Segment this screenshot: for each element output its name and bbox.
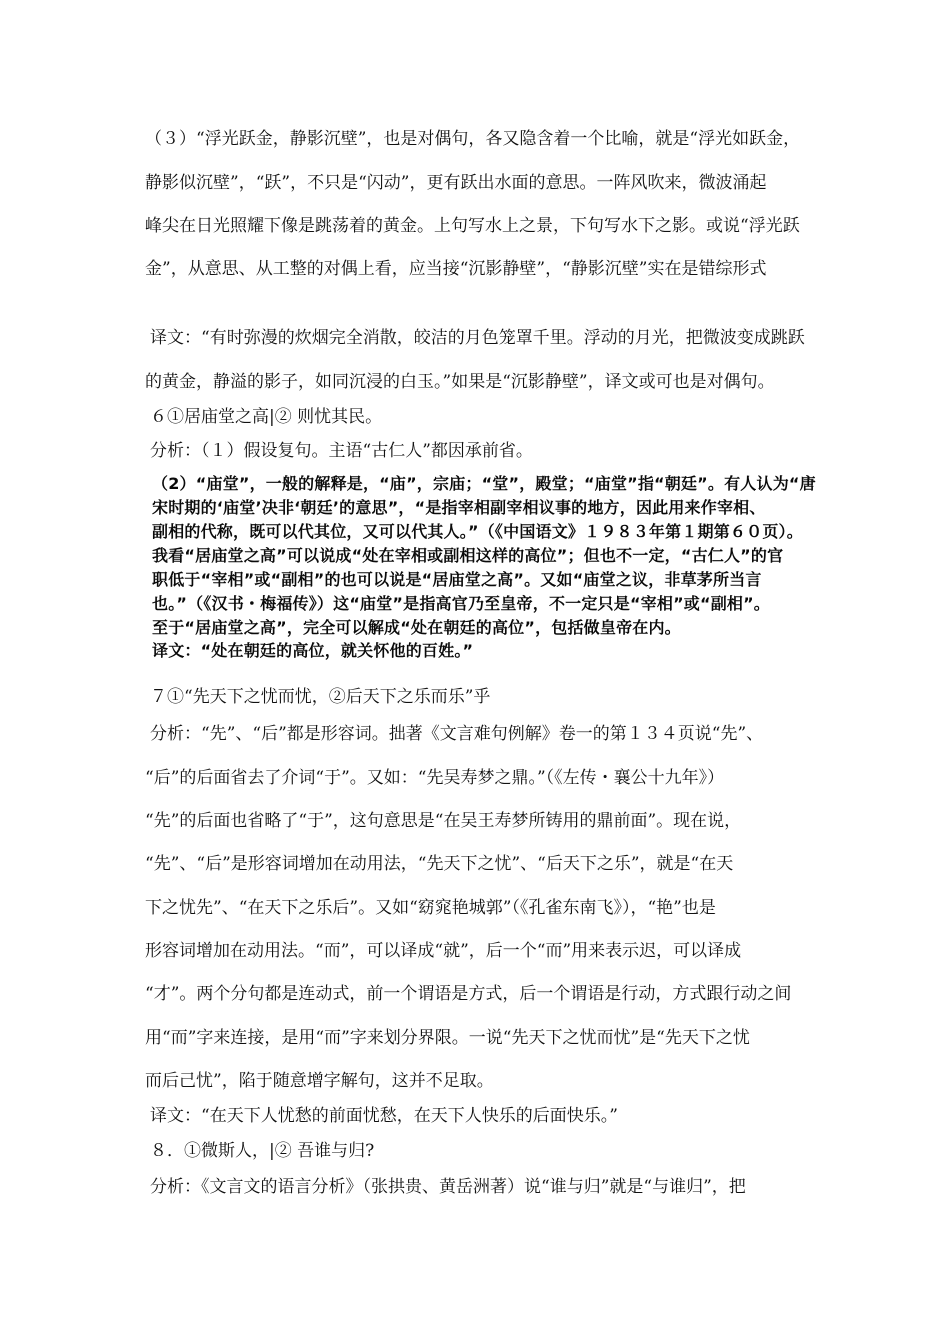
scan-line-1: （2）“庙堂”，一般的解释是，“庙”，宗庙；“堂”，殿堂；“庙堂”指“朝廷”。有人认为“唐 bbox=[152, 474, 816, 493]
item7-heading: ７①“先天下之忧而忧，②后天下之乐而乐”乎 bbox=[150, 687, 491, 707]
item7-analysis-1: 分析：“先”、“后”都是形容词。拙著《文言难句例解》卷一的第１３４页说“先”、 bbox=[150, 724, 764, 744]
scan-line-2: 宋时期的‘庙堂’决非‘朝廷’的意思”，“是指宰相副宰相议事的地方，因此用来作宰相、 bbox=[152, 498, 766, 517]
scan-line-4: 我看“居庙堂之高”可以说成“处在宰相或副相这样的高位”；但也不一定，“古仁人”的官 bbox=[152, 546, 784, 565]
scan-line-7: 至于“居庙堂之高”，完全可以解成“处在朝廷的高位”，包括做皇帝在内。 bbox=[152, 618, 681, 637]
item6-analysis-1: 分析：（１）假设复句。主语“古仁人”都因承前省。 bbox=[150, 441, 533, 461]
scan-line-8: 译文：“处在朝廷的高位，就关怀他的百姓。” bbox=[152, 641, 474, 660]
scan-line-6: 也。”（《汉书・梅福传》）这“庙堂”是指高官乃至皇帝，不一定只是“宰相”或“副相”。 bbox=[152, 594, 771, 613]
translation3-line-1: 译文：“有时弥漫的炊烟完全消散，皎洁的月色笼罩千里。浮动的月光，把微波变成跳跃 bbox=[150, 328, 805, 348]
item8-heading: ８．①微斯人，|② 吾谁与归? bbox=[150, 1141, 375, 1161]
para3-line-2: 静影似沉壁”，“跃”，不只是“闪动”，更有跃出水面的意思。一阵风吹来，微波涌起 bbox=[145, 173, 767, 193]
item7-analysis-6: 形容词增加在动用法。“而”，可以译成“就”，后一个“而”用来表示迟，可以译成 bbox=[145, 941, 742, 961]
item7-analysis-5: 下之忧先”、“在天下之乐后”。又如“窈窕艳城郭”（《孔雀东南飞》），“艳”也是 bbox=[145, 898, 716, 918]
item7-analysis-4: “先”、“后”是形容词增加在动用法，“先天下之忧”、“后天下之乐”，就是“在天 bbox=[145, 854, 734, 874]
item7-analysis-3: “先”的后面也省略了“于”，这句意思是“在吴王寿梦所铸用的鼎前面”。现在说， bbox=[145, 811, 742, 831]
scan-line-5: 职低于“宰相”或“副相”的也可以说是“居庙堂之高”。又如“庙堂之议，非草茅所当言 bbox=[152, 570, 762, 589]
item6-heading: ６①居庙堂之高|② 则忧其民。 bbox=[150, 407, 383, 427]
item7-analysis-2: “后”的后面省去了介词“于”。又如：“先吴寿梦之鼎。”（《左传・襄公十九年》） bbox=[145, 768, 725, 788]
scan-line-3: 副相的代称，既可以代其位，又可以代其人。”（《中国语文》１９８３年第１期第６０页）。 bbox=[152, 522, 803, 541]
item7-analysis-9: 而后己忧”，陷于随意增字解句，这并不足取。 bbox=[145, 1071, 494, 1091]
para3-line-3: 峰尖在日光照耀下像是跳荡着的黄金。上句写水上之景，下句写水下之影。或说“浮光跃 bbox=[145, 216, 800, 236]
item7-analysis-8: 用“而”字来连接，是用“而”字来划分界限。一说“先天下之忧而忧”是“先天下之忧 bbox=[145, 1028, 750, 1048]
item8-analysis: 分析：《文言文的语言分析》（张拱贵、黄岳洲著）说“谁与归”就是“与谁归”，把 bbox=[150, 1177, 746, 1197]
translation3-line-2: 的黄金，静溢的影子，如同沉浸的白玉。”如果是“沉影静壁”，译文或可也是对偶句。 bbox=[145, 372, 775, 392]
para3-line-4: 金”，从意思、从工整的对偶上看，应当接“沉影静壁”，“静影沉壁”实在是错综形式 bbox=[145, 259, 767, 279]
para3-line-1: （３）“浮光跃金，静影沉壁”，也是对偶句，各又隐含着一个比喻，就是“浮光如跃金， bbox=[145, 129, 801, 149]
item7-analysis-7: “才”。两个分句都是连动式，前一个谓语是方式，后一个谓语是行动，方式跟行动之间 bbox=[145, 984, 792, 1004]
item7-translation: 译文：“在天下人忧愁的前面忧愁，在天下人快乐的后面快乐。” bbox=[150, 1106, 618, 1126]
